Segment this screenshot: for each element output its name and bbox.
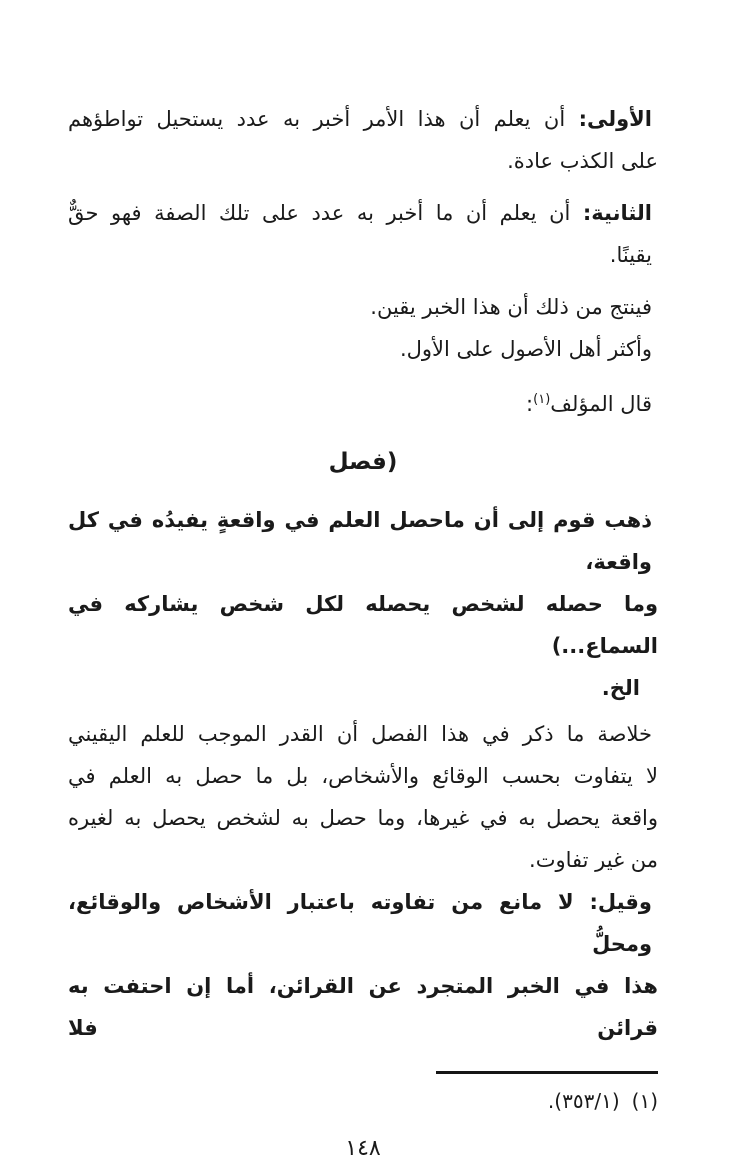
footnote-citation: (١‏/‏٣٥٣).	[547, 1089, 620, 1113]
commentary-summary-paragraph	[68, 713, 658, 881]
text-line	[68, 383, 658, 425]
paragraph-text: قال المؤلف	[550, 392, 652, 416]
paragraph-lead: الثانية:	[582, 201, 652, 225]
paragraph-usul-opinion	[68, 328, 658, 370]
text-line: على الكذب عادة.	[507, 149, 658, 173]
text-line: وما حصله لشخص يحصله لكل شخص يشاركه في السماع...)	[68, 592, 658, 658]
paragraph-text: لا مانع من تفاوته باعتبار الأشخاص والوقائع، ومحلُّ	[68, 890, 652, 956]
paragraph-lead: الأولى:	[578, 107, 652, 131]
footnote-reference-mark: (١)	[533, 392, 551, 407]
text-line: وأكثر أهل الأصول على الأول.	[399, 337, 652, 361]
paragraph-second-condition	[68, 192, 658, 276]
paragraph-conclusion	[68, 286, 658, 328]
text-line: فينتج من ذلك أن هذا الخبر يقين.	[370, 295, 652, 319]
text-line: خلاصة ما ذكر في هذا الفصل أن القدر الموجب للعلم اليقيني	[68, 722, 652, 746]
text-line: من غير تفاوت.	[529, 848, 658, 872]
footnote-marker: (١)	[631, 1089, 658, 1113]
footnote-separator-rule	[436, 1071, 658, 1074]
paragraph-text: أن يعلم أن ما أخبر به عدد على تلك الصفة فهو حقٌّ	[68, 201, 583, 225]
quoted-matn-paragraph	[68, 499, 658, 709]
text-line: ذهب قوم إلى أن ماحصل العلم في واقعةٍ يفيدُه في كل واقعة،	[68, 508, 652, 574]
paragraph-lead: وقيل:	[589, 890, 652, 914]
colon: :	[526, 392, 534, 416]
page-number: ١٤٨	[345, 1136, 381, 1161]
paragraph-author-said	[68, 383, 658, 425]
alternative-opinion-paragraph	[68, 881, 658, 1049]
footnote	[68, 1086, 658, 1116]
text-line	[68, 98, 658, 140]
text-line	[68, 192, 658, 234]
text-line: واقعة يحصل به في غيرها، وما حصل به لشخص يحصل به لغيره	[68, 806, 658, 830]
text-line: لا يتفاوت بحسب الوقائع والأشخاص، بل ما حصل به العلم في	[68, 764, 658, 788]
text-line: هذا في الخبر المتجرد عن القرائن، أما إن احتفت به قرائن فلا	[68, 974, 658, 1040]
section-heading-fasl: (فصل	[328, 449, 398, 475]
text-line: يقينًا.	[609, 243, 652, 267]
paragraph-text: أن يعلم أن هذا الأمر أخبر به عدد يستحيل تواطؤهم	[68, 107, 579, 131]
paragraph-first-condition	[68, 98, 658, 182]
text-line: الخ.	[601, 676, 640, 700]
text-line	[68, 881, 658, 965]
